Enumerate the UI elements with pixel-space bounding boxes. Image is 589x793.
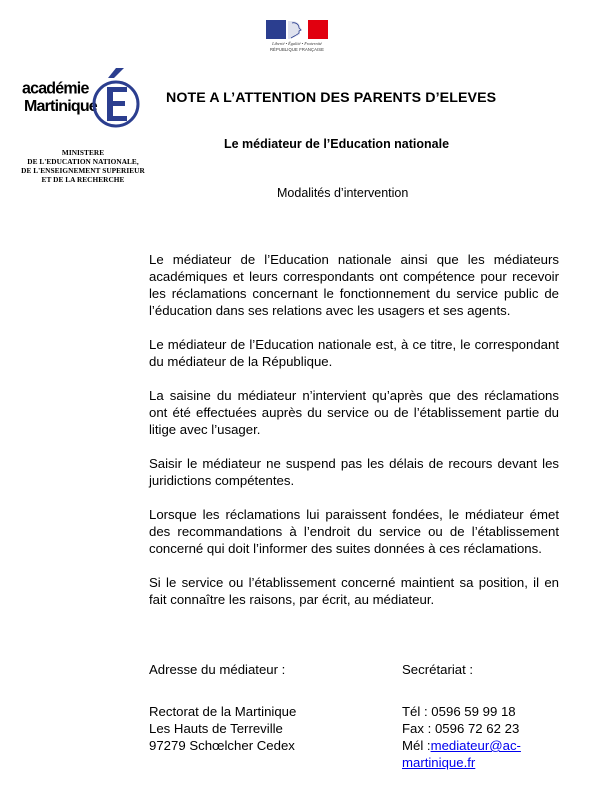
address-label: Adresse du médiateur : (149, 662, 286, 677)
page-subtitle: Le médiateur de l’Education nationale (224, 137, 450, 151)
republic-motto: Liberté • Égalité • Fraternité (272, 41, 322, 46)
secretariat-label: Secrétariat : (402, 662, 474, 677)
fax-number: Fax : 0596 72 62 23 (402, 721, 520, 736)
marianne-logo (266, 20, 328, 54)
paragraph: Le médiateur de l’Education nationale ainsi que les médiateurs académiques et leurs correspondants ont compétence pour recevoir les réclamations concernant le fonctionnement du service public de l’éducation dans ses relations avec les usagers et ses agents. (149, 252, 559, 318)
section-heading: Modalités d’intervention (277, 186, 409, 200)
page-title: NOTE A L’ATTENTION DES PARENTS D’ELEVES (166, 90, 497, 106)
academie-logo (22, 68, 126, 132)
note-body (149, 251, 559, 625)
email-label: Mél : (402, 738, 431, 753)
e-acute-icon (90, 66, 142, 130)
ministere-line: ET DE LA RECHERCHE (41, 175, 125, 184)
ministere-block (8, 148, 158, 184)
republic-name: RÉPUBLIQUE FRANÇAISE (269, 47, 325, 52)
address-column (149, 661, 399, 754)
address-line: Les Hauts de Terreville (149, 721, 283, 736)
email-link[interactable]: mediateur@ac-martinique.fr (402, 738, 521, 770)
paragraph: La saisine du médiateur n’intervient qu’après que des réclamations ont été effectuées auprès du service ou de l’établissement partie du litige avec l’usager. (149, 388, 559, 437)
ministere-line: MINISTERE (61, 148, 105, 157)
phone-number: Tél : 0596 59 99 18 (402, 704, 516, 719)
ministere-line: DE L'EDUCATION NATIONALE, (27, 157, 139, 166)
ministere-line: DE L'ENSEIGNEMENT SUPERIEUR (21, 166, 145, 175)
marianne-profile-icon (288, 21, 304, 39)
address-line: 97279 Schœlcher Cedex (149, 738, 295, 753)
secretariat-column (402, 661, 562, 771)
logo-line-2: Martinique (24, 98, 97, 115)
paragraph: Lorsque les réclamations lui paraissent fondées, le médiateur émet des recommandations à l’endroit du service ou de l’établissement concerné qui doit l’informer des suites données à ces réclamations. (149, 507, 559, 556)
paragraph: Si le service ou l’établissement concerné maintient sa position, il en fait connaître les raisons, par écrit, au médiateur. (149, 575, 559, 607)
address-line: Rectorat de la Martinique (149, 704, 297, 719)
email-row (402, 737, 562, 771)
tricolor-flag (266, 20, 328, 39)
paragraph: Le médiateur de l’Education nationale est, à ce titre, le correspondant du médiateur de la République. (149, 337, 559, 369)
logo-line-1: académie (22, 80, 89, 98)
paragraph: Saisir le médiateur ne suspend pas les délais de recours devant les juridictions compétentes. (149, 456, 559, 488)
